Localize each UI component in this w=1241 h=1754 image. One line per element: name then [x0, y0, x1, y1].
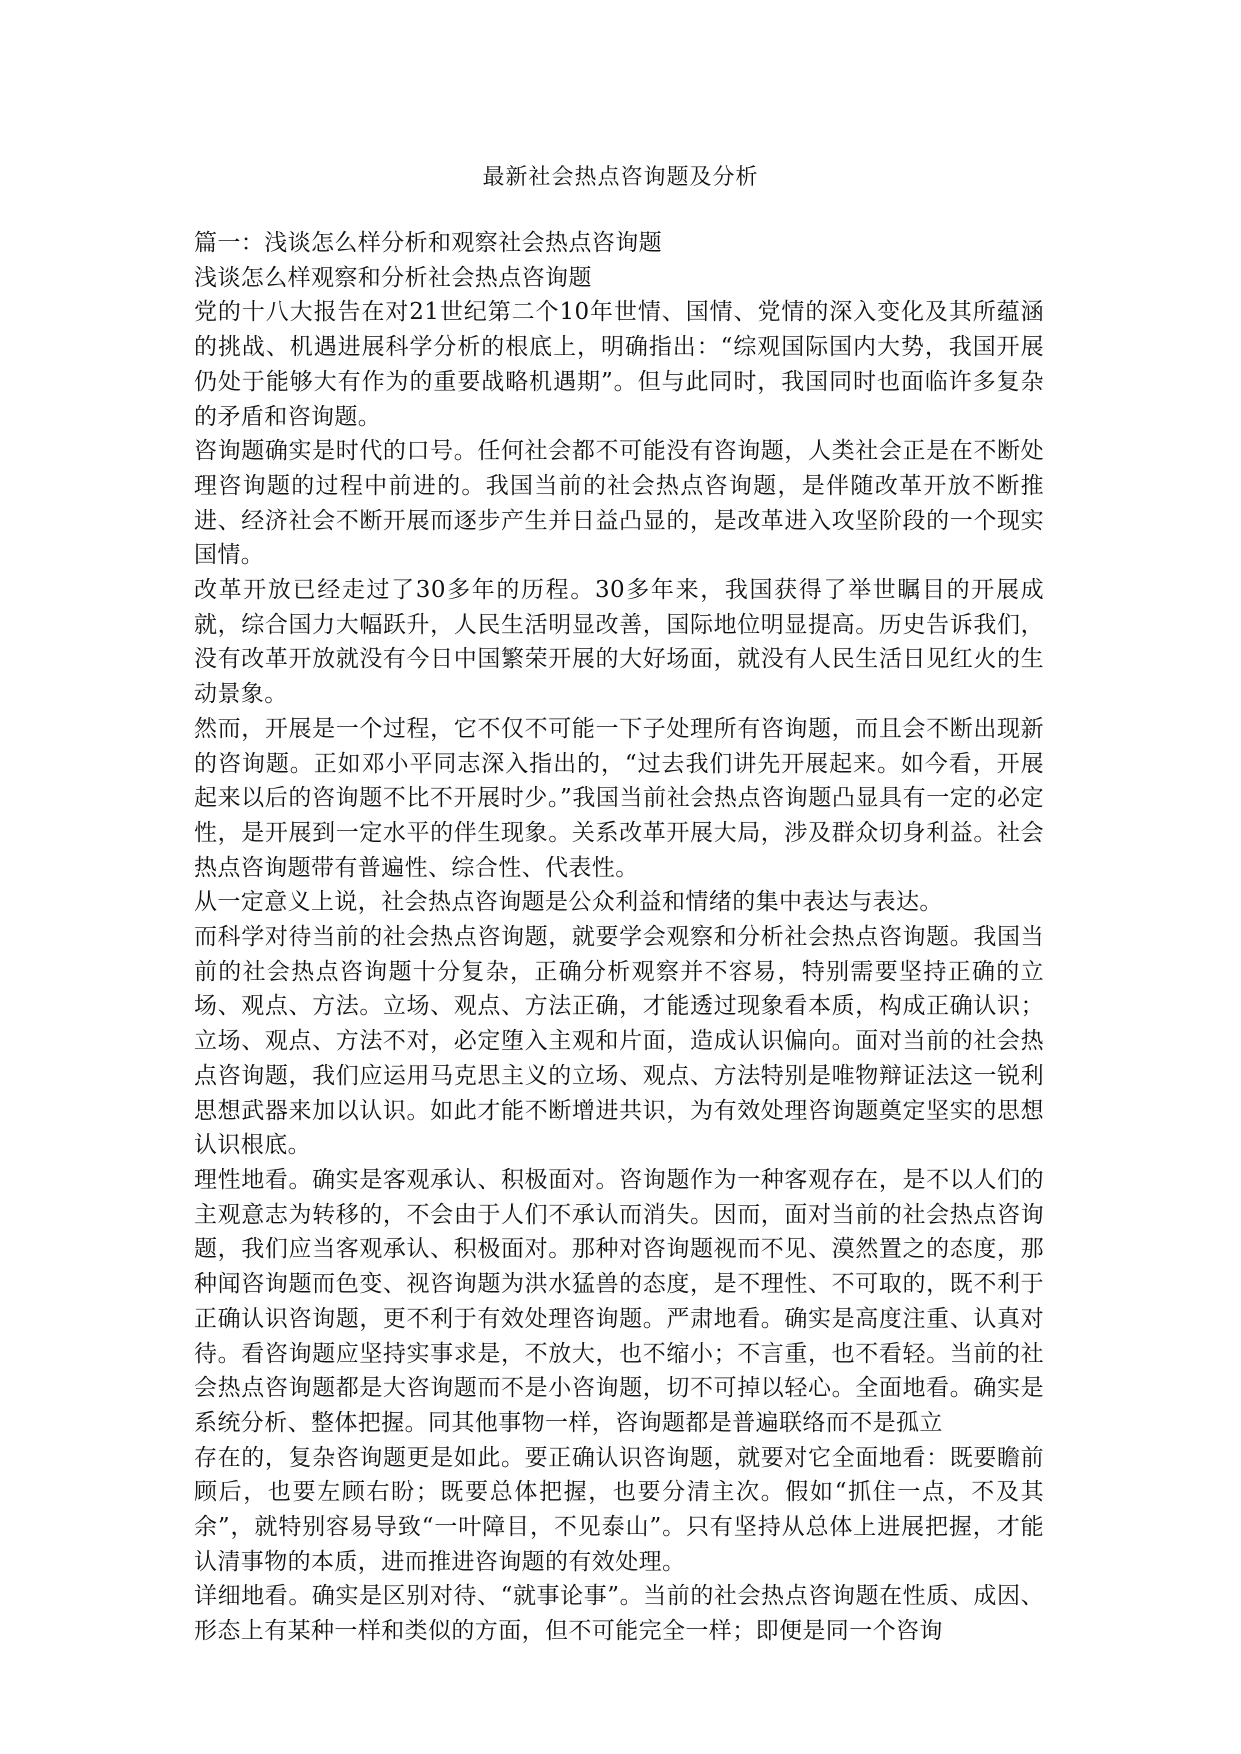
paragraph-1: 党的十八大报告在对21世纪第二个10年世情、国情、党情的深入变化及其所蕴涵的挑战、机遇进展科学分析的根底上，明确指出：“综观国际国内大势，我国开展仍处于能够大有作为的重要战略机遇期”。但与此同时，我国同时也面临许多复杂的矛盾和咨询题。 [194, 299, 1044, 430]
paragraph-9: 详细地看。确实是区别对待、“就事论事”。当前的社会热点咨询题在性质、成因、形态上有某种一样和类似的方面，但不可能完全一样；即便是同一个咨询 [194, 1583, 1044, 1645]
paragraph-8: 存在的，复杂咨询题更是如此。要正确认识咨询题，就要对它全面地看：既要瞻前顾后，也要左顾右盼；既要总体把握，也要分清主次。假如“抓住一点，不及其余”，就特别容易导致“一叶障目，不见泰山”。只有坚持从总体上进展把握，才能认清事物的本质，进而推进咨询题的有效处理。 [194, 1444, 1044, 1575]
document-title: 最新社会热点咨询题及分析 [482, 165, 759, 190]
section-heading: 篇一：浅谈怎么样分析和观察社会热点咨询题 [194, 230, 662, 256]
paragraph-4: 然而，开展是一个过程，它不仅不可能一下子处理所有咨询题，而且会不断出现新的咨询题。正如邓小平同志深入指出的，“过去我们讲先开展起来。如今看，开展起来以后的咨询题不比不开展时少。”我国当前社会热点咨询题凸显具有一定的必定性，是开展到一定水平的伴生现象。关系改革开展大局，涉及群众切身利益。社会热点咨询题带有普遍性、综合性、代表性。 [194, 715, 1044, 881]
paragraph-5: 从一定意义上说，社会热点咨询题是公众利益和情绪的集中表达与表达。 [194, 889, 943, 916]
paragraph-3: 改革开放已经走过了30多年的历程。30多年来，我国获得了举世瞩目的开展成就，综合国力大幅跃升，人民生活明显改善，国际地位明显提高。历史告诉我们，没有改革开放就没有今日中国繁荣开展的大好场面，就没有人民生活日见红火的生动景象。 [194, 577, 1044, 708]
paragraph-2: 咨询题确实是时代的口号。任何社会都不可能没有咨询题，人类社会正是在不断处理咨询题的过程中前进的。我国当前的社会热点咨询题，是伴随改革开放不断推进、经济社会不断开展而逐步产生并日益凸显的，是改革进入攻坚阶段的一个现实国情。 [194, 438, 1044, 569]
paragraph-6: 而科学对待当前的社会热点咨询题，就要学会观察和分析社会热点咨询题。我国当前的社会热点咨询题十分复杂，正确分析观察并不容易，特别需要坚持正确的立场、观点、方法。立场、观点、方法正确，才能透过现象看本质，构成正确认识；立场、观点、方法不对，必定堕入主观和片面，造成认识偏向。面对当前的社会热点咨询题，我们应运用马克思主义的立场、观点、方法特别是唯物辩证法这一锐利思想武器来加以认识。如此才能不断增进共识，为有效处理咨询题奠定坚实的思想认识根底。 [194, 924, 1044, 1159]
article-subheading: 浅谈怎么样观察和分析社会热点咨询题 [194, 264, 592, 291]
document-body [194, 226, 1044, 1649]
paragraph-7: 理性地看。确实是客观承认、积极面对。咨询题作为一种客观存在，是不以人们的主观意志为转移的，不会由于人们不承认而消失。因而，面对当前的社会热点咨询题，我们应当客观承认、积极面对。那种对咨询题视而不见、漠然置之的态度，那种闻咨询题而色变、视咨询题为洪水猛兽的态度，是不理性、不可取的，既不利于正确认识咨询题，更不利于有效处理咨询题。严肃地看。确实是高度注重、认真对待。看咨询题应坚持实事求是，不放大，也不缩小；不言重，也不看轻。当前的社会热点咨询题都是大咨询题而不是小咨询题，切不可掉以轻心。全面地看。确实是系统分析、整体把握。同其他事物一样，咨询题都是普遍联络而不是孤立 [194, 1166, 1044, 1436]
